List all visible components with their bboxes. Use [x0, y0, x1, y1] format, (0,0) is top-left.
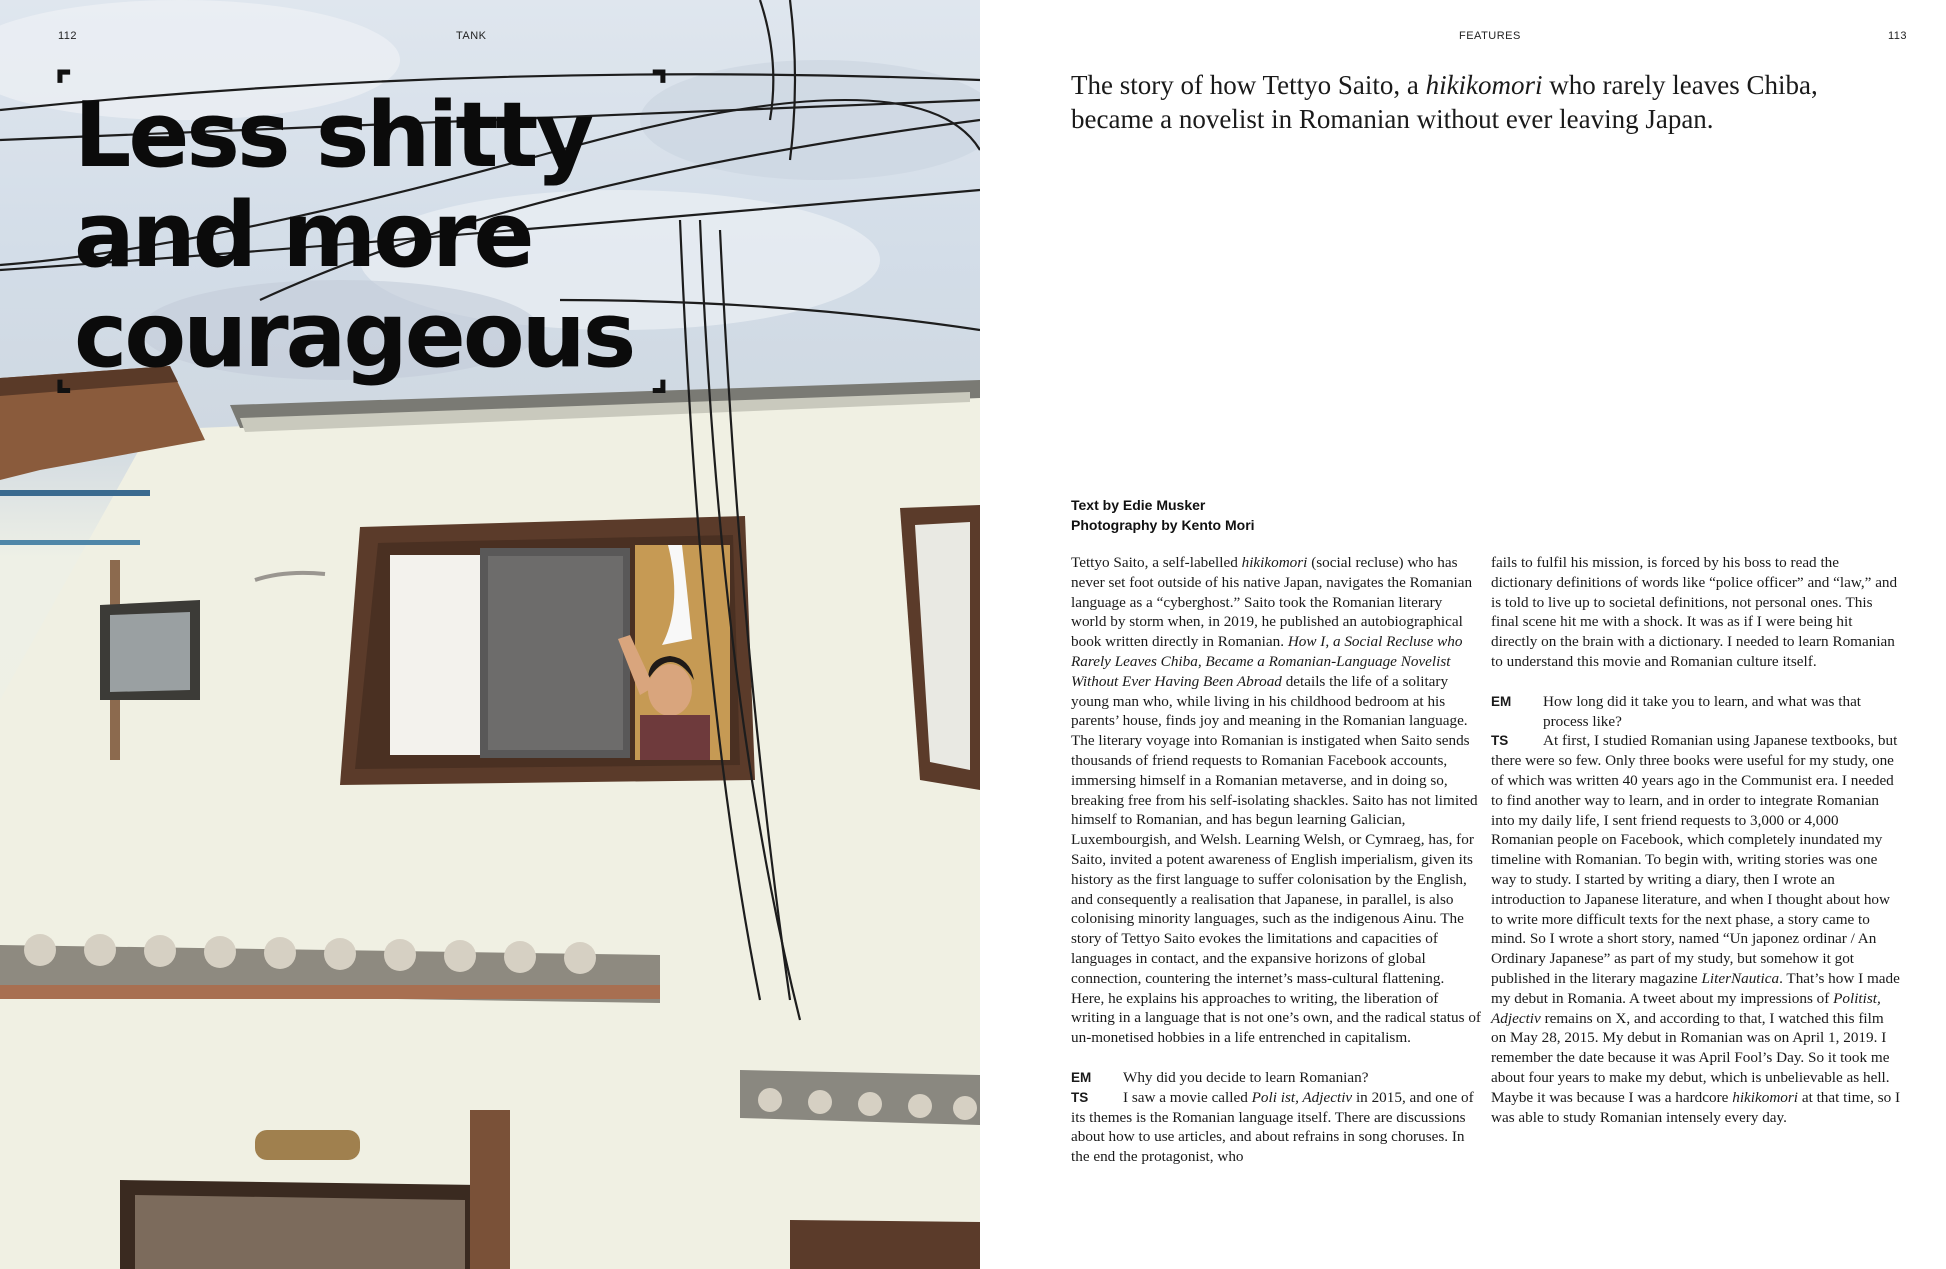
intro-text: (social recluse) who has never set foot outside of his native Japan, navigates the Romanian language as a “cyberghost.” Saito took the Romanian literary world by storm when, in 2019, he published an autobiographical book written directly in Romanian. [1071, 554, 1473, 651]
right-page-number: 113 [1888, 30, 1908, 42]
bracket-top-right: ⌝ [650, 64, 669, 110]
interview-question [1491, 692, 1901, 732]
right-running-head: FEATURES [1459, 30, 1521, 42]
film-title: Politist, Adjectiv [1491, 989, 1881, 1027]
intro-text: Tettyo Saito, a self-labelled [1071, 554, 1242, 571]
question-text: How long did it take you to learn, and what was that process like? [1543, 692, 1862, 730]
bracket-top-left: ⌜ [54, 64, 73, 110]
film-title: Poli ist, Adjectiv [1251, 1088, 1353, 1106]
article-headline [74, 83, 634, 388]
speaker-label: TS [1491, 733, 1509, 749]
intro-paragraph [1071, 553, 1481, 1048]
speaker-label: TS [1071, 1089, 1089, 1105]
standfirst-text: The story of how Tettyo Saito, a [1071, 70, 1426, 100]
interview-answer [1071, 1088, 1481, 1167]
standfirst-text: who rarely leaves Chiba, became a novelist in Romanian without ever leaving Japan. [1071, 70, 1818, 134]
left-running-head: TANK [456, 30, 487, 42]
byline [1071, 495, 1255, 535]
body-column-1 [1071, 553, 1481, 1167]
headline-line: Less shitty [74, 83, 592, 188]
bracket-bottom-right: ⌟ [650, 352, 669, 398]
photo-credit: Photography by Kento Mori [1071, 517, 1255, 533]
answer-continued: fails to fulfil his mission, is forced by his boss to read the dictionary definitions of words like “police officer” and “law,” and is told to live up to societal definitions, not personal ones. This final scene hit me with a shock. It was as if I were being hit directly on the brain with a dictionary. I needed to learn Romanian to understand this movie and Romanian culture itself. [1491, 554, 1898, 670]
standfirst-emphasis: hikikomori [1425, 70, 1543, 100]
answer-text: . That’s how I made my debut in Romania. A tweet about my impressions of [1491, 969, 1900, 1007]
left-page-number: 112 [58, 30, 78, 42]
intro-text: details the life of a solitary young man who, while living in his childhood bedroom at his parents’ house, finds joy and meaning in the Romanian language. The literary voyage into Romanian is instigated when Saito sends thousands of friend requests to Romanian Facebook accounts, immersing himself in a Romanian metaverse, and in doing so, breaking free from his self-isolating shackles. Saito has not limited himself to Romanian, and has begun learning Galician, Luxembourgish, and Welsh. Learning Welsh, or Cymraeg, has, for Saito, invited a potent awareness of English imperialism, given its history as the first language to suffer colonisation by the English, and consequently a realisation that Japanese, in parallel, is also colonising minority languages, such as the indigenous Ainu. The story of Tettyo Saito evokes the limitations and capacities of languages in contact, and the expansive horizons of global connection, countering the internet’s mass-cultural flattening. Here, he explains his approaches to writing, the liberation of writing in a language that is not one’s own, and the radical status of un-monetised hobbies in a life entrenched in capitalism. [1071, 672, 1481, 1047]
magazine-title: LiterNautica [1701, 969, 1780, 987]
bracket-bottom-left: ⌞ [54, 352, 73, 398]
interview-answer [1491, 731, 1901, 1127]
answer-text: at that time, so I was able to study Romanian intensely every day. [1491, 1088, 1901, 1126]
answer-text: At first, I studied Romanian using Japanese textbooks, but there were so few. Only three books were useful for my study, one of which was written 40 years ago in the Communist era. I needed to find another way to learn, and in order to integrate Romanian into my daily life, I sent friend requests to 3,000 or 4,000 Romanian people on Facebook, which completely inundated my timeline with Romanian. To begin with, writing stories was one way to study. I started by writing a diary, then I wrote an introduction to Japanese literature, and when I thought about how to write more difficult texts for the next phase, a story came to mind. So I wrote a short story, named “Un japonez ordinar / An Ordinary Japanese” as part of my study, but somehow it got published in the literary magazine [1491, 732, 1898, 987]
speaker-label: EM [1071, 1069, 1092, 1085]
body-column-2 [1491, 553, 1901, 1127]
intro-emphasis: hikikomori [1241, 554, 1308, 571]
text-credit: Text by Edie Musker [1071, 497, 1206, 513]
headline-line: courageous [74, 283, 634, 388]
headline-line: and more [74, 183, 532, 288]
interview-question [1071, 1068, 1481, 1088]
speaker-label: EM [1491, 693, 1512, 709]
answer-emphasis: hikikomori [1732, 1088, 1799, 1106]
standfirst [1071, 68, 1871, 136]
answer-text: in 2015, and one of its themes is the Romanian language itself. There are discussions about how to use articles, and about refrains in song choruses. In the end the protagonist, who [1071, 1088, 1474, 1166]
answer-text: I saw a movie called [1123, 1088, 1252, 1106]
answer-text: remains on X, and according to that, I watched this film on May 28, 2015. My debut in Romanian was on April 1, 2019. I remember the date because it was April Fool’s Day. So it took me about four years to make my debut, which is unbelievable as hell. Maybe it was because I was a hardcore [1491, 1009, 1890, 1106]
question-text: Why did you decide to learn Romanian? [1123, 1068, 1369, 1086]
book-title: How I, a Social Recluse who Rarely Leaves Chiba, Became a Romanian-Language Novelist Without Ever Having Been Abroad [1071, 633, 1463, 690]
